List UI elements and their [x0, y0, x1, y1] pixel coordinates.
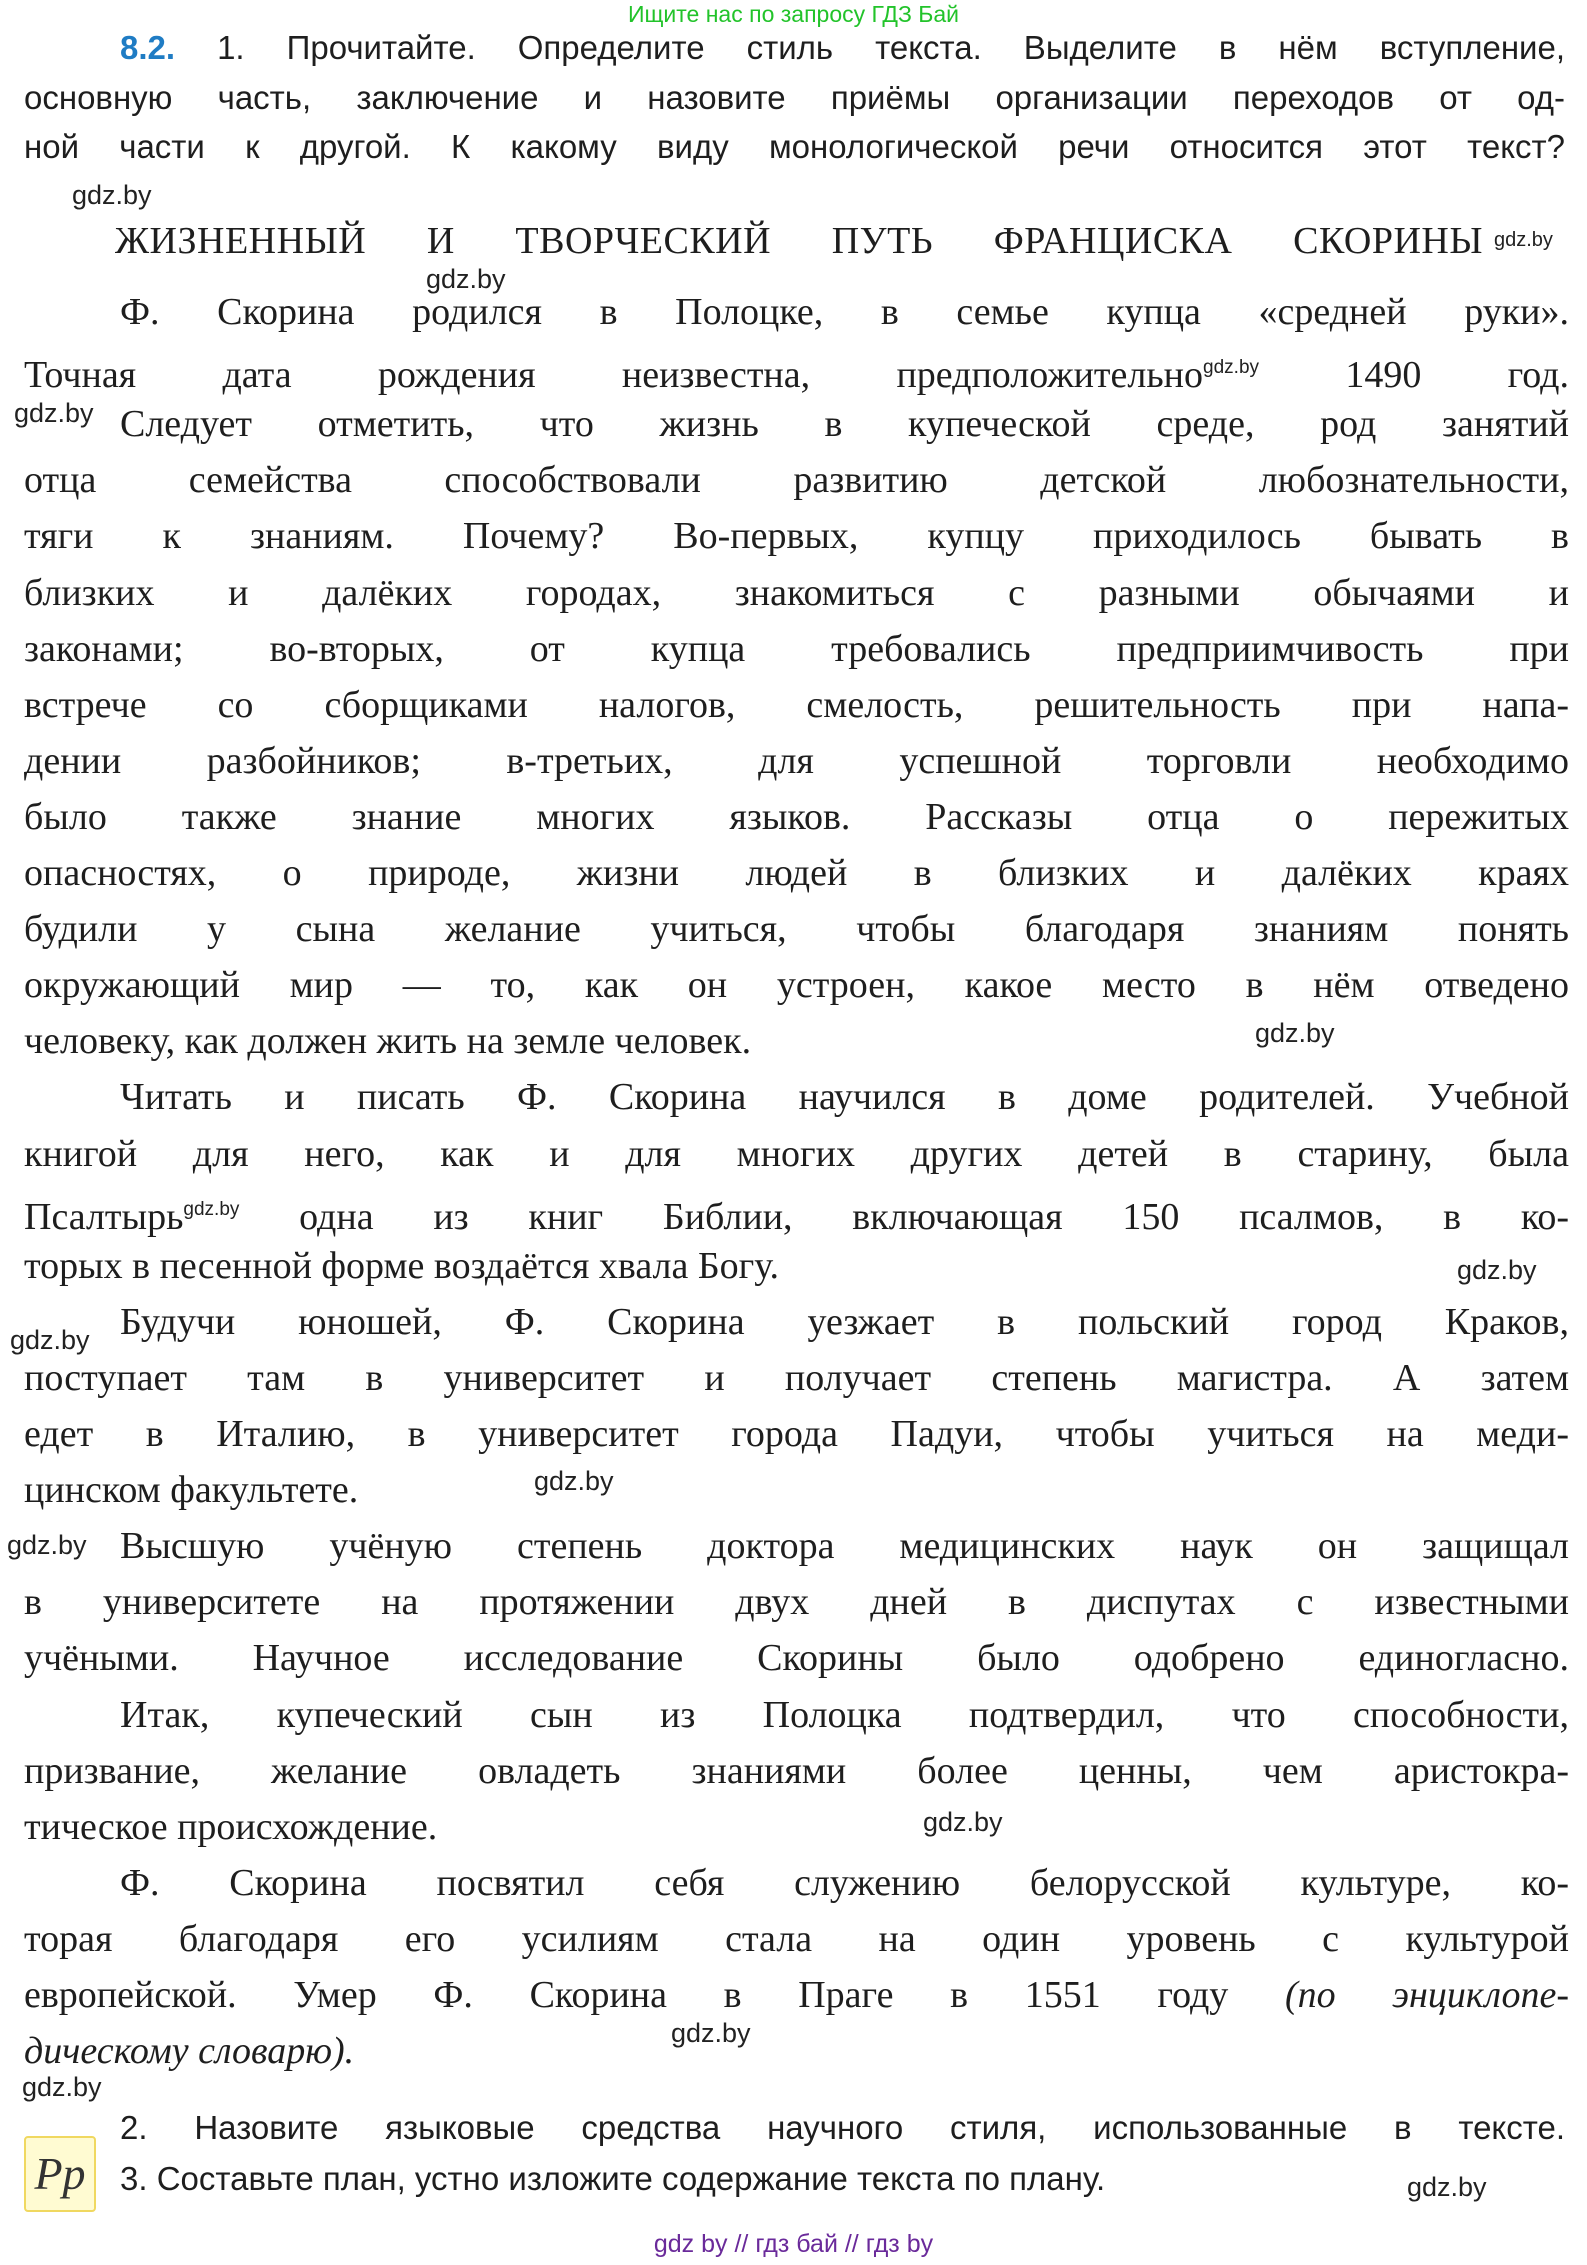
watermark: gdz.by	[7, 1530, 87, 1560]
watermark: gdz.by	[923, 1807, 1003, 1837]
speech-development-icon: Pp	[24, 2136, 96, 2212]
text-title: ЖИЗНЕННЫЙ И ТВОРЧЕСКИЙ ПУТЬ ФРАНЦИСКА СКОРИНЫ	[115, 220, 1483, 262]
body-line: дении разбойников; в-третьих, для успешной торговли необходимо	[24, 740, 1569, 782]
body-line	[24, 340, 1569, 396]
body-line: близких и далёких городах, знакомиться с разными обычаями и	[24, 572, 1569, 614]
source-citation: (по энциклопе-	[1284, 1974, 1569, 2016]
body-text: 1490 год.	[1345, 354, 1570, 396]
body-text: европейской. Умер Ф. Скорина в Праге в 1551 году	[24, 1974, 1229, 2016]
body-line: законами; во-вторых, от купца требовались предприимчивость при	[24, 628, 1569, 670]
task-line-3: ной части к другой. К какому виду монологической речи относится этот текст?	[24, 128, 1565, 165]
watermark: gdz.by	[14, 398, 94, 428]
watermark: gdz.by	[534, 1466, 614, 1496]
body-line: было также знание многих языков. Рассказы отца о пережитых	[24, 796, 1569, 838]
body-line: Читать и писать Ф. Скорина научился в доме родителей. Учебной	[120, 1076, 1569, 1118]
body-line: едет в Италию, в университет города Падуи, чтобы учиться на меди-	[24, 1413, 1569, 1455]
footer-watermark: gdz by // гдз бай // гдз by	[653, 2230, 934, 2258]
body-line: будили у сына желание учиться, чтобы благодаря знаниям понять	[24, 908, 1569, 950]
body-line: Будучи юношей, Ф. Скорина уезжает в польский город Краков,	[120, 1301, 1569, 1343]
question-3: 3. Составьте план, устно изложите содержание текста по плану.	[120, 2160, 1106, 2197]
watermark: gdz.by	[426, 264, 506, 294]
body-line: торая благодаря его усилиям стала на один уровень с культурой	[24, 1918, 1569, 1960]
body-line: Высшую учёную степень доктора медицинских наук он защищал	[120, 1525, 1569, 1567]
body-line: поступает там в университет и получает степень магистра. А затем	[24, 1357, 1569, 1399]
watermark: gdz.by	[72, 180, 152, 210]
source-citation: дическому словарю).	[24, 2030, 355, 2072]
task-line-2: основную часть, заключение и назовите приёмы организации переходов от од-	[24, 79, 1565, 116]
body-line: цинском факультете.	[24, 1469, 359, 1511]
body-line	[24, 1182, 1569, 1238]
body-line: Ф. Скорина посвятил себя служению белорусской культуре, ко-	[120, 1862, 1569, 1904]
watermark: gdz.by	[1255, 1018, 1335, 1048]
watermark: gdz.by	[1407, 2172, 1487, 2202]
body-line: Итак, купеческий сын из Полоцка подтвердил, что способности,	[120, 1694, 1569, 1736]
watermark: gdz.by	[10, 1325, 90, 1355]
body-line: окружающий мир — то, как он устроен, какое место в нём отведено	[24, 964, 1569, 1006]
body-line: человеку, как должен жить на земле человек.	[24, 1020, 752, 1062]
body-line: тяги к знаниям. Почему? Во-первых, купцу приходилось бывать в	[24, 515, 1569, 557]
body-line: призвание, желание овладеть знаниями более ценны, чем аристокра-	[24, 1750, 1569, 1792]
body-line: книгой для него, как и для многих других детей в старину, была	[24, 1133, 1569, 1175]
watermark: gdz.by	[1203, 357, 1260, 378]
watermark: gdz.by	[671, 2018, 751, 2048]
watermark: gdz.by	[22, 2072, 102, 2102]
body-line: учёными. Научное исследование Скорины было одобрено единогласно.	[24, 1637, 1569, 1679]
body-line: Следует отметить, что жизнь в купеческой среде, род занятий	[120, 403, 1569, 445]
task-text: 1. Прочитайте. Определите стиль текста. Выделите в нём вступление,	[217, 29, 1565, 66]
body-line: опасностях, о природе, жизни людей в близких и далёких краях	[24, 852, 1569, 894]
body-text: Псалтырь	[24, 1196, 184, 1238]
watermark: gdz.by	[1494, 229, 1553, 251]
body-text: Точная дата рождения неизвестна, предположительно	[24, 354, 1204, 396]
header-watermark: Ищите нас по запросу ГДЗ Бай	[627, 1, 960, 27]
body-line: торых в песенной форме воздаётся хвала Богу.	[24, 1245, 779, 1287]
body-line: встрече со сборщиками налогов, смелость, решительность при напа-	[24, 684, 1569, 726]
watermark: gdz.by	[1457, 1255, 1537, 1285]
body-line: в университете на протяжении двух дней в диспутах с известными	[24, 1581, 1569, 1623]
task-line-1	[120, 23, 1565, 73]
question-2: 2. Назовите языковые средства научного стиля, использованные в тексте.	[120, 2109, 1565, 2146]
body-line: тическое происхождение.	[24, 1806, 438, 1848]
body-line: Ф. Скорина родился в Полоцке, в семье купца «средней руки».	[120, 291, 1569, 333]
body-text: одна из книг Библии, включающая 150 псалмов, в ко-	[299, 1196, 1569, 1238]
body-line	[24, 1967, 1569, 2023]
task-number: 8.2.	[120, 29, 176, 66]
body-line: отца семейства способствовали развитию детской любознательности,	[24, 459, 1569, 501]
watermark: gdz.by	[183, 1199, 240, 1220]
